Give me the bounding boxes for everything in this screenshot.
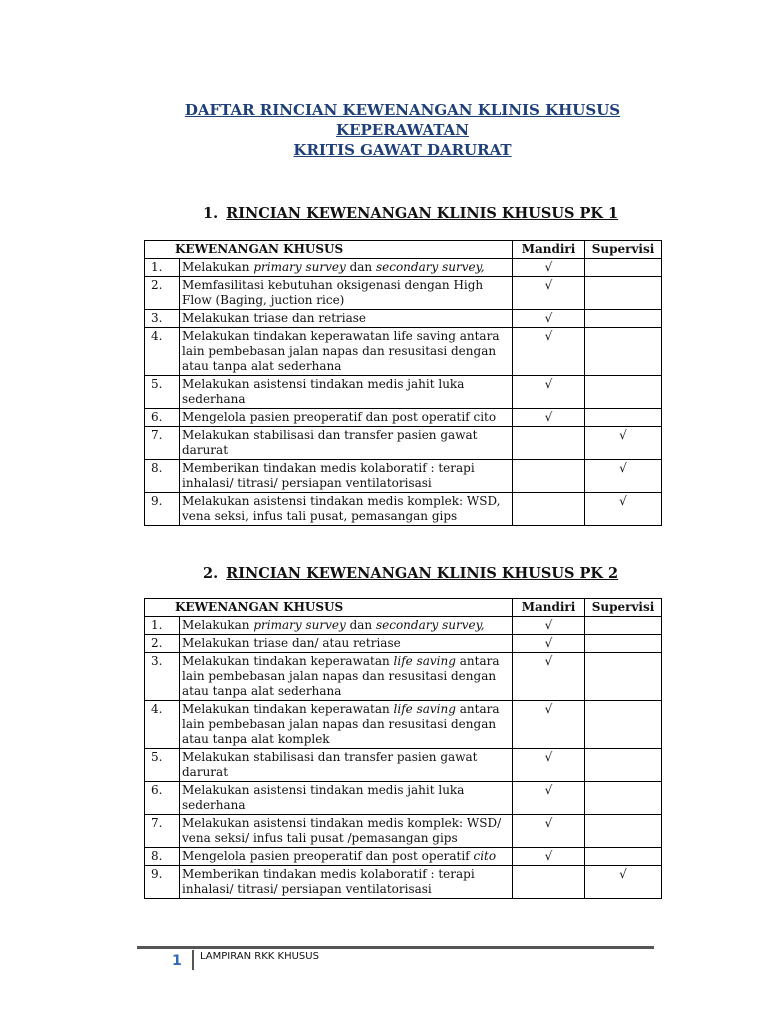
supervisi-cell: [585, 277, 662, 310]
description-text: life saving: [393, 702, 456, 716]
check-icon: √: [544, 329, 553, 343]
supervisi-cell: [585, 427, 662, 460]
row-number: 4.: [145, 701, 180, 749]
row-description: [180, 493, 513, 526]
supervisi-cell: [585, 749, 662, 782]
row-number: 6.: [145, 782, 180, 815]
title-line-3: KRITIS GAWAT DARURAT: [293, 141, 512, 159]
table-row: [145, 653, 662, 701]
table-row: [145, 701, 662, 749]
section-1-title: RINCIAN KEWENANGAN KLINIS KHUSUS PK 1: [226, 205, 619, 222]
table-row: [145, 409, 662, 427]
supervisi-cell: [585, 409, 662, 427]
description-text: cito: [473, 849, 497, 863]
section-2-title: RINCIAN KEWENANGAN KLINIS KHUSUS PK 2: [226, 565, 619, 582]
description-text: antara lain pembebasan jalan napas dan resusitasi dengan atau tanpa alat sederhana: [182, 654, 500, 698]
row-description: [180, 427, 513, 460]
supervisi-cell: [585, 617, 662, 635]
footer-page-number: 1: [172, 953, 182, 969]
mandiri-cell: [513, 409, 585, 427]
mandiri-cell: [513, 427, 585, 460]
description-text: Memberikan tindakan medis kolaboratif : terapi inhalasi/ titrasi/ persiapan ventilatorisasi: [182, 867, 475, 896]
description-text: Melakukan tindakan keperawatan life saving antara lain pembebasan jalan napas dan resusitasi dengan atau tanpa alat sederhana: [182, 329, 500, 373]
description-text: Melakukan stabilisasi dan transfer pasien gawat darurat: [182, 428, 478, 457]
mandiri-cell: [513, 259, 585, 277]
row-number: 1.: [145, 617, 180, 635]
row-description: [180, 653, 513, 701]
supervisi-cell: [585, 701, 662, 749]
check-icon: √: [544, 410, 553, 424]
mandiri-cell: [513, 635, 585, 653]
check-icon: √: [544, 377, 553, 391]
kewenangan-table-pk2: [144, 598, 662, 899]
description-text: Melakukan asistensi tindakan medis komplek: WSD/ vena seksi/ infus tali pusat /pemasangan gips: [182, 816, 502, 845]
supervisi-cell: [585, 653, 662, 701]
description-text: secondary survey,: [375, 260, 485, 274]
footer-label: LAMPIRAN RKK KHUSUS: [200, 951, 319, 962]
description-text: Mengelola pasien preoperatif dan post operatif cito: [182, 410, 497, 424]
check-icon: √: [544, 783, 553, 797]
description-text: Melakukan tindakan keperawatan: [182, 702, 394, 716]
check-icon: √: [619, 461, 627, 475]
row-number: 3.: [145, 653, 180, 701]
description-text: Melakukan asistensi tindakan medis komplek: WSD, vena seksi, infus tali pusat, pemasangan gips: [182, 494, 501, 523]
supervisi-cell: [585, 782, 662, 815]
supervisi-cell: [585, 635, 662, 653]
description-text: Melakukan asistensi tindakan medis jahit luka sederhana: [182, 377, 465, 406]
row-number: 2.: [145, 277, 180, 310]
footer-separator: [192, 950, 194, 970]
check-icon: √: [619, 494, 627, 508]
mandiri-cell: [513, 749, 585, 782]
check-icon: √: [544, 618, 553, 632]
description-text: antara lain pembebasan jalan napas dan resusitasi dengan atau tanpa alat komplek: [182, 702, 500, 746]
header-supervisi: Supervisi: [585, 241, 662, 259]
description-text: Melakukan: [182, 260, 254, 274]
description-text: Melakukan tindakan keperawatan: [182, 654, 394, 668]
row-number: 9.: [145, 866, 180, 899]
check-icon: √: [544, 816, 553, 830]
header-kewenangan: KEWENANGAN KHUSUS: [145, 599, 513, 617]
check-icon: √: [544, 849, 553, 863]
section-1-number: 1.: [203, 205, 219, 222]
row-description: [180, 635, 513, 653]
description-text: Melakukan stabilisasi dan transfer pasien gawat darurat: [182, 750, 478, 779]
table-header-row: [145, 241, 662, 259]
row-number: 3.: [145, 310, 180, 328]
row-description: [180, 815, 513, 848]
table-row: [145, 277, 662, 310]
description-text: secondary survey,: [375, 618, 485, 632]
table-row: [145, 427, 662, 460]
row-description: [180, 848, 513, 866]
supervisi-cell: [585, 866, 662, 899]
row-description: [180, 310, 513, 328]
row-number: 6.: [145, 409, 180, 427]
table-header-row: [145, 599, 662, 617]
supervisi-cell: [585, 493, 662, 526]
row-number: 5.: [145, 749, 180, 782]
description-text: Melakukan asistensi tindakan medis jahit luka sederhana: [182, 783, 465, 812]
table-row: [145, 328, 662, 376]
description-text: Mengelola pasien preoperatif dan post operatif: [182, 849, 474, 863]
row-description: [180, 866, 513, 899]
mandiri-cell: [513, 701, 585, 749]
header-mandiri: Mandiri: [513, 241, 585, 259]
row-description: [180, 617, 513, 635]
check-icon: √: [544, 750, 553, 764]
description-text: Melakukan: [182, 618, 254, 632]
description-text: dan: [345, 618, 376, 632]
check-icon: √: [544, 654, 553, 668]
description-text: Memfasilitasi kebutuhan oksigenasi dengan High Flow (Baging, juction rice): [182, 278, 484, 307]
supervisi-cell: [585, 310, 662, 328]
mandiri-cell: [513, 848, 585, 866]
check-icon: √: [544, 260, 553, 274]
supervisi-cell: [585, 376, 662, 409]
table-row: [145, 617, 662, 635]
title-line-2: KEPERAWATAN: [336, 121, 469, 139]
row-description: [180, 277, 513, 310]
row-number: 5.: [145, 376, 180, 409]
footer-divider: [137, 946, 654, 949]
document-title: [0, 100, 768, 160]
mandiri-cell: [513, 653, 585, 701]
supervisi-cell: [585, 259, 662, 277]
table-row: [145, 493, 662, 526]
description-text: primary survey: [253, 260, 346, 274]
row-number: 7.: [145, 815, 180, 848]
supervisi-cell: [585, 328, 662, 376]
header-kewenangan: KEWENANGAN KHUSUS: [145, 241, 513, 259]
mandiri-cell: [513, 310, 585, 328]
table-row: [145, 460, 662, 493]
table-row: [145, 259, 662, 277]
table-row: [145, 815, 662, 848]
table-row: [145, 310, 662, 328]
check-icon: √: [544, 278, 553, 292]
section-1-heading: [203, 205, 618, 222]
row-description: [180, 409, 513, 427]
table-row: [145, 376, 662, 409]
check-icon: √: [544, 702, 553, 716]
mandiri-cell: [513, 328, 585, 376]
check-icon: √: [544, 636, 553, 650]
row-description: [180, 460, 513, 493]
description-text: dan: [345, 260, 376, 274]
row-description: [180, 259, 513, 277]
description-text: life saving: [393, 654, 456, 668]
mandiri-cell: [513, 866, 585, 899]
mandiri-cell: [513, 815, 585, 848]
table-row: [145, 749, 662, 782]
check-icon: √: [619, 867, 627, 881]
row-description: [180, 328, 513, 376]
description-text: Melakukan triase dan/ atau retriase: [182, 636, 401, 650]
row-description: [180, 782, 513, 815]
row-description: [180, 701, 513, 749]
section-2-heading: [203, 565, 618, 582]
row-number: 7.: [145, 427, 180, 460]
supervisi-cell: [585, 848, 662, 866]
description-text: primary survey: [253, 618, 346, 632]
table-row: [145, 635, 662, 653]
header-supervisi: Supervisi: [585, 599, 662, 617]
title-line-1: DAFTAR RINCIAN KEWENANGAN KLINIS KHUSUS: [184, 101, 621, 119]
description-text: Melakukan triase dan retriase: [182, 311, 367, 325]
row-description: [180, 749, 513, 782]
supervisi-cell: [585, 460, 662, 493]
table-row: [145, 866, 662, 899]
row-description: [180, 376, 513, 409]
supervisi-cell: [585, 815, 662, 848]
row-number: 8.: [145, 848, 180, 866]
mandiri-cell: [513, 376, 585, 409]
row-number: 8.: [145, 460, 180, 493]
check-icon: √: [619, 428, 627, 442]
description-text: Memberikan tindakan medis kolaboratif : terapi inhalasi/ titrasi/ persiapan ventilatorisasi: [182, 461, 475, 490]
row-number: 1.: [145, 259, 180, 277]
mandiri-cell: [513, 460, 585, 493]
section-2-number: 2.: [203, 565, 219, 582]
table-row: [145, 782, 662, 815]
row-number: 9.: [145, 493, 180, 526]
mandiri-cell: [513, 277, 585, 310]
row-number: 4.: [145, 328, 180, 376]
table-row: [145, 848, 662, 866]
check-icon: √: [544, 311, 553, 325]
row-number: 2.: [145, 635, 180, 653]
kewenangan-table-pk1: [144, 240, 662, 526]
header-mandiri: Mandiri: [513, 599, 585, 617]
mandiri-cell: [513, 617, 585, 635]
mandiri-cell: [513, 782, 585, 815]
mandiri-cell: [513, 493, 585, 526]
